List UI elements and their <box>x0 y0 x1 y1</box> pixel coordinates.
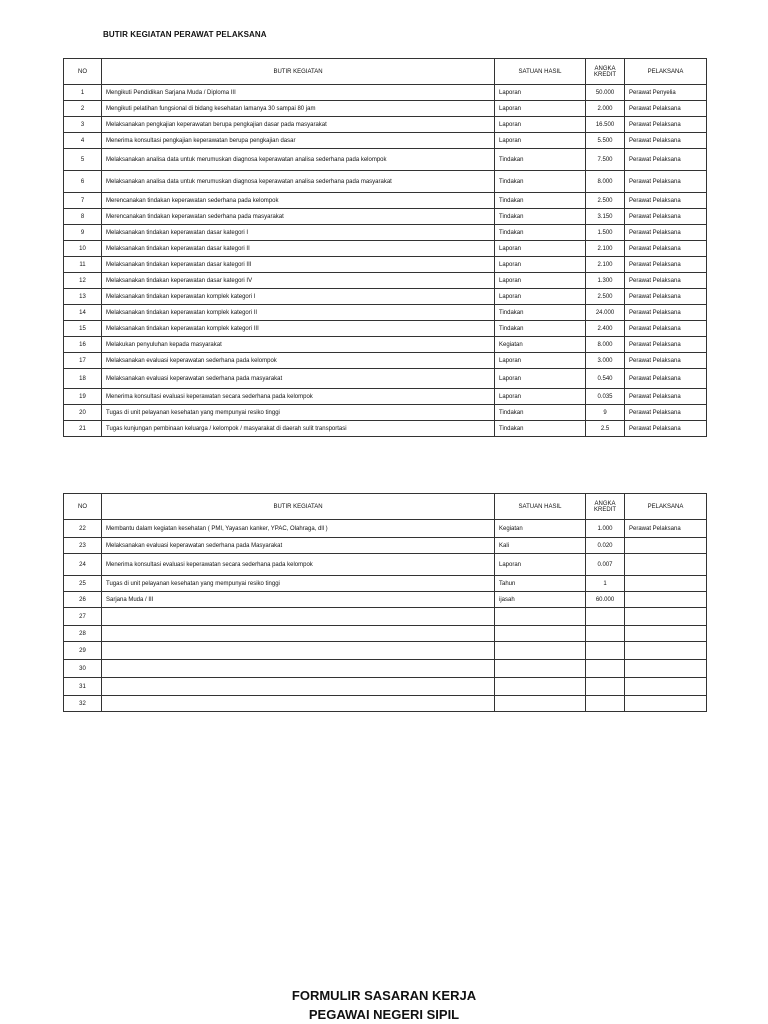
cell-no: 2 <box>64 101 102 117</box>
cell-butir-kegiatan: Melaksanakan tindakan keperawatan komplek kategori III <box>102 321 495 337</box>
cell-angka-kredit: 1.000 <box>586 520 625 538</box>
cell-pelaksana: Perawat Pelaksana <box>625 289 707 305</box>
cell-angka-kredit: 0.020 <box>586 538 625 554</box>
cell-satuan-hasil: Tindakan <box>495 421 586 437</box>
header-pelaksana: PELAKSANA <box>625 494 707 520</box>
cell-satuan-hasil: Tindakan <box>495 193 586 209</box>
cell-angka-kredit: 1.500 <box>586 225 625 241</box>
cell-angka-kredit: 5.500 <box>586 133 625 149</box>
header-angka-line1: ANGKA <box>594 65 616 72</box>
cell-pelaksana: Perawat Pelaksana <box>625 209 707 225</box>
cell-pelaksana: Perawat Pelaksana <box>625 337 707 353</box>
cell-pelaksana: Perawat Pelaksana <box>625 353 707 369</box>
cell-no: 15 <box>64 321 102 337</box>
table-row <box>64 241 707 257</box>
table-row <box>64 117 707 133</box>
cell-angka-kredit: 1 <box>586 576 625 592</box>
header-angka-kredit <box>586 59 625 85</box>
cell-pelaksana <box>625 538 707 554</box>
cell-satuan-hasil: Kegiatan <box>495 337 586 353</box>
cell-butir-kegiatan: Membantu dalam kegiatan kesehatan ( PMI, Yayasan kanker, YPAC, Olahraga, dll ) <box>102 520 495 538</box>
table-row <box>64 321 707 337</box>
cell-no: 31 <box>64 678 102 696</box>
cell-angka-kredit <box>586 678 625 696</box>
header-angka-line2: KREDIT <box>593 506 616 513</box>
cell-butir-kegiatan: Melaksanakan tindakan keperawatan komplek kategori II <box>102 305 495 321</box>
table-row <box>64 389 707 405</box>
cell-satuan-hasil: Laporan <box>495 85 586 101</box>
table-row <box>64 592 707 608</box>
cell-butir-kegiatan <box>102 626 495 642</box>
table-header-row <box>64 59 707 85</box>
cell-pelaksana: Perawat Pelaksana <box>625 241 707 257</box>
cell-no: 6 <box>64 171 102 193</box>
cell-angka-kredit: 2.100 <box>586 241 625 257</box>
cell-no: 27 <box>64 608 102 626</box>
cell-satuan-hasil: Tahun <box>495 576 586 592</box>
cell-pelaksana: Perawat Pelaksana <box>625 389 707 405</box>
cell-butir-kegiatan <box>102 696 495 712</box>
table-row <box>64 660 707 678</box>
table-row <box>64 289 707 305</box>
cell-butir-kegiatan: Menerima konsultasi evaluasi keperawatan secara sederhana pada kelompok <box>102 389 495 405</box>
table-row <box>64 337 707 353</box>
cell-butir-kegiatan: Melaksanakan evaluasi keperawatan sederhana pada Masyarakat <box>102 538 495 554</box>
table-row <box>64 576 707 592</box>
cell-no: 9 <box>64 225 102 241</box>
table-row <box>64 520 707 538</box>
table-row <box>64 193 707 209</box>
cell-butir-kegiatan: Melaksanakan tindakan keperawatan dasar kategori IV <box>102 273 495 289</box>
cell-pelaksana: Perawat Pelaksana <box>625 225 707 241</box>
table-row <box>64 626 707 642</box>
cell-butir-kegiatan: Tugas di unit pelayanan kesehatan yang mempunyai resiko tinggi <box>102 576 495 592</box>
table-row <box>64 642 707 660</box>
cell-satuan-hasil: Laporan <box>495 257 586 273</box>
cell-angka-kredit: 60.000 <box>586 592 625 608</box>
cell-satuan-hasil <box>495 642 586 660</box>
table-row <box>64 101 707 117</box>
cell-angka-kredit <box>586 660 625 678</box>
cell-angka-kredit: 3.000 <box>586 353 625 369</box>
cell-butir-kegiatan: Melaksanakan analisa data untuk merumuskan diagnosa keperawatan analisa sederhana pada masyarakat <box>102 171 495 193</box>
cell-no: 1 <box>64 85 102 101</box>
cell-angka-kredit: 2.5 <box>586 421 625 437</box>
cell-no: 17 <box>64 353 102 369</box>
cell-satuan-hasil <box>495 660 586 678</box>
cell-satuan-hasil: Tindakan <box>495 305 586 321</box>
table-row <box>64 305 707 321</box>
cell-angka-kredit: 8.000 <box>586 171 625 193</box>
cell-butir-kegiatan: Melaksanakan pengkajian keperawatan berupa pengkajian dasar pada masyarakat <box>102 117 495 133</box>
header-butir-kegiatan: BUTIR KEGIATAN <box>102 59 495 85</box>
header-angka-line2: KREDIT <box>593 71 616 78</box>
cell-pelaksana: Perawat Pelaksana <box>625 193 707 209</box>
cell-butir-kegiatan <box>102 642 495 660</box>
cell-no: 4 <box>64 133 102 149</box>
cell-pelaksana <box>625 608 707 626</box>
table-body-2 <box>64 520 707 712</box>
cell-pelaksana: Perawat Pelaksana <box>625 117 707 133</box>
cell-butir-kegiatan: Tugas kunjungan pembinaan keluarga / kelompok / masyarakat di daerah sulit transportasi <box>102 421 495 437</box>
cell-satuan-hasil: Laporan <box>495 273 586 289</box>
table-row <box>64 678 707 696</box>
cell-satuan-hasil: Tindakan <box>495 405 586 421</box>
cell-pelaksana <box>625 626 707 642</box>
cell-satuan-hasil: Laporan <box>495 117 586 133</box>
cell-no: 28 <box>64 626 102 642</box>
cell-satuan-hasil <box>495 626 586 642</box>
cell-satuan-hasil: Kali <box>495 538 586 554</box>
cell-butir-kegiatan: Merencanakan tindakan keperawatan sederhana pada masyarakat <box>102 209 495 225</box>
cell-angka-kredit: 2.400 <box>586 321 625 337</box>
header-pelaksana: PELAKSANA <box>625 59 707 85</box>
cell-angka-kredit <box>586 626 625 642</box>
cell-satuan-hasil: Laporan <box>495 101 586 117</box>
cell-no: 8 <box>64 209 102 225</box>
header-no: NO <box>64 59 102 85</box>
cell-no: 5 <box>64 149 102 171</box>
cell-satuan-hasil <box>495 678 586 696</box>
cell-butir-kegiatan: Mengikuti Pendidikan Sarjana Muda / Diploma III <box>102 85 495 101</box>
table-row <box>64 353 707 369</box>
cell-no: 29 <box>64 642 102 660</box>
cell-satuan-hasil: Laporan <box>495 369 586 389</box>
cell-pelaksana <box>625 592 707 608</box>
cell-angka-kredit: 0.035 <box>586 389 625 405</box>
cell-pelaksana <box>625 554 707 576</box>
cell-no: 20 <box>64 405 102 421</box>
cell-pelaksana: Perawat Pelaksana <box>625 421 707 437</box>
cell-pelaksana: Perawat Pelaksana <box>625 405 707 421</box>
cell-satuan-hasil: Laporan <box>495 353 586 369</box>
cell-pelaksana: Perawat Pelaksana <box>625 257 707 273</box>
document-title: BUTIR KEGIATAN PERAWAT PELAKSANA <box>103 30 267 39</box>
cell-butir-kegiatan <box>102 608 495 626</box>
cell-no: 32 <box>64 696 102 712</box>
cell-pelaksana <box>625 696 707 712</box>
cell-satuan-hasil: Kegiatan <box>495 520 586 538</box>
header-angka-kredit <box>586 494 625 520</box>
cell-pelaksana: Perawat Pelaksana <box>625 305 707 321</box>
cell-pelaksana: Perawat Penyelia <box>625 85 707 101</box>
activity-table-1 <box>63 58 707 437</box>
cell-butir-kegiatan: Sarjana Muda / III <box>102 592 495 608</box>
header-butir-kegiatan: BUTIR KEGIATAN <box>102 494 495 520</box>
cell-angka-kredit: 8.000 <box>586 337 625 353</box>
table-row <box>64 421 707 437</box>
cell-no: 21 <box>64 421 102 437</box>
cell-pelaksana <box>625 642 707 660</box>
cell-pelaksana: Perawat Pelaksana <box>625 369 707 389</box>
table-row <box>64 369 707 389</box>
table-row <box>64 696 707 712</box>
cell-butir-kegiatan: Mengikuti pelatihan fungsional di bidang kesehatan lamanya 30 sampai 80 jam <box>102 101 495 117</box>
cell-angka-kredit: 50.000 <box>586 85 625 101</box>
cell-angka-kredit: 2.000 <box>586 101 625 117</box>
cell-angka-kredit <box>586 696 625 712</box>
cell-butir-kegiatan: Menerima konsultasi evaluasi keperawatan secara sederhana pada kelompok <box>102 554 495 576</box>
table-row <box>64 225 707 241</box>
cell-butir-kegiatan: Menerima konsultasi pengkajian keperawatan berupa pengkajian dasar <box>102 133 495 149</box>
cell-angka-kredit: 2.100 <box>586 257 625 273</box>
cell-no: 22 <box>64 520 102 538</box>
table-row <box>64 85 707 101</box>
cell-butir-kegiatan: Melaksanakan evaluasi keperawatan sederhana pada kelompok <box>102 353 495 369</box>
cell-pelaksana: Perawat Pelaksana <box>625 101 707 117</box>
cell-pelaksana: Perawat Pelaksana <box>625 171 707 193</box>
table-row <box>64 405 707 421</box>
table-row <box>64 149 707 171</box>
cell-satuan-hasil <box>495 696 586 712</box>
cell-butir-kegiatan: Melakukan penyuluhan kepada masyarakat <box>102 337 495 353</box>
cell-angka-kredit: 7.500 <box>586 149 625 171</box>
header-no: NO <box>64 494 102 520</box>
header-angka-line1: ANGKA <box>594 500 616 507</box>
cell-angka-kredit: 0.007 <box>586 554 625 576</box>
cell-pelaksana <box>625 576 707 592</box>
cell-angka-kredit: 9 <box>586 405 625 421</box>
cell-pelaksana: Perawat Pelaksana <box>625 149 707 171</box>
cell-no: 13 <box>64 289 102 305</box>
table-row <box>64 257 707 273</box>
cell-pelaksana: Perawat Pelaksana <box>625 520 707 538</box>
cell-no: 14 <box>64 305 102 321</box>
cell-satuan-hasil <box>495 608 586 626</box>
cell-no: 10 <box>64 241 102 257</box>
cell-satuan-hasil: Tindakan <box>495 225 586 241</box>
cell-angka-kredit <box>586 642 625 660</box>
cell-no: 11 <box>64 257 102 273</box>
cell-satuan-hasil: Tindakan <box>495 209 586 225</box>
cell-pelaksana: Perawat Pelaksana <box>625 273 707 289</box>
cell-no: 7 <box>64 193 102 209</box>
footer-title-line-1: FORMULIR SASARAN KERJA <box>291 988 477 1003</box>
cell-butir-kegiatan: Tugas di unit pelayanan kesehatan yang mempunyai resiko tinggi <box>102 405 495 421</box>
table-row <box>64 209 707 225</box>
cell-butir-kegiatan: Melaksanakan tindakan keperawatan dasar kategori III <box>102 257 495 273</box>
cell-no: 24 <box>64 554 102 576</box>
table-row <box>64 133 707 149</box>
table-row <box>64 171 707 193</box>
cell-butir-kegiatan: Melaksanakan tindakan keperawatan dasar kategori II <box>102 241 495 257</box>
cell-pelaksana: Perawat Pelaksana <box>625 133 707 149</box>
cell-no: 18 <box>64 369 102 389</box>
cell-no: 12 <box>64 273 102 289</box>
table-row <box>64 538 707 554</box>
cell-angka-kredit: 0.540 <box>586 369 625 389</box>
cell-no: 3 <box>64 117 102 133</box>
cell-no: 30 <box>64 660 102 678</box>
cell-butir-kegiatan: Melaksanakan tindakan keperawatan dasar kategori I <box>102 225 495 241</box>
activity-table-2 <box>63 493 707 712</box>
cell-satuan-hasil: Laporan <box>495 133 586 149</box>
cell-butir-kegiatan: Melaksanakan evaluasi keperawatan sederhana pada masyarakat <box>102 369 495 389</box>
header-satuan-hasil: SATUAN HASIL <box>495 59 586 85</box>
cell-no: 23 <box>64 538 102 554</box>
cell-satuan-hasil: Laporan <box>495 289 586 305</box>
cell-no: 19 <box>64 389 102 405</box>
table-row <box>64 273 707 289</box>
cell-satuan-hasil: Tindakan <box>495 149 586 171</box>
cell-angka-kredit: 2.500 <box>586 289 625 305</box>
footer-title-line-2: PEGAWAI NEGERI SIPIL <box>308 1007 460 1022</box>
cell-no: 25 <box>64 576 102 592</box>
cell-angka-kredit: 2.500 <box>586 193 625 209</box>
cell-pelaksana <box>625 678 707 696</box>
cell-angka-kredit: 1.300 <box>586 273 625 289</box>
cell-pelaksana <box>625 660 707 678</box>
cell-no: 26 <box>64 592 102 608</box>
cell-angka-kredit: 3.150 <box>586 209 625 225</box>
table-row <box>64 554 707 576</box>
cell-angka-kredit <box>586 608 625 626</box>
cell-satuan-hasil: Laporan <box>495 389 586 405</box>
cell-angka-kredit: 24.000 <box>586 305 625 321</box>
table-row <box>64 608 707 626</box>
table-header-row <box>64 494 707 520</box>
table-body-1 <box>64 85 707 437</box>
header-satuan-hasil: SATUAN HASIL <box>495 494 586 520</box>
cell-satuan-hasil: Laporan <box>495 554 586 576</box>
cell-pelaksana: Perawat Pelaksana <box>625 321 707 337</box>
cell-satuan-hasil: Tindakan <box>495 321 586 337</box>
cell-satuan-hasil: ijasah <box>495 592 586 608</box>
cell-satuan-hasil: Laporan <box>495 241 586 257</box>
cell-butir-kegiatan: Melaksanakan tindakan keperawatan komplek kategori I <box>102 289 495 305</box>
cell-no: 16 <box>64 337 102 353</box>
cell-satuan-hasil: Tindakan <box>495 171 586 193</box>
cell-angka-kredit: 16.500 <box>586 117 625 133</box>
cell-butir-kegiatan: Melaksanakan analisa data untuk merumuskan diagnosa keperawatan analisa sederhana pada kelompok <box>102 149 495 171</box>
cell-butir-kegiatan <box>102 660 495 678</box>
cell-butir-kegiatan <box>102 678 495 696</box>
cell-butir-kegiatan: Merencanakan tindakan keperawatan sederhana pada kelompok <box>102 193 495 209</box>
